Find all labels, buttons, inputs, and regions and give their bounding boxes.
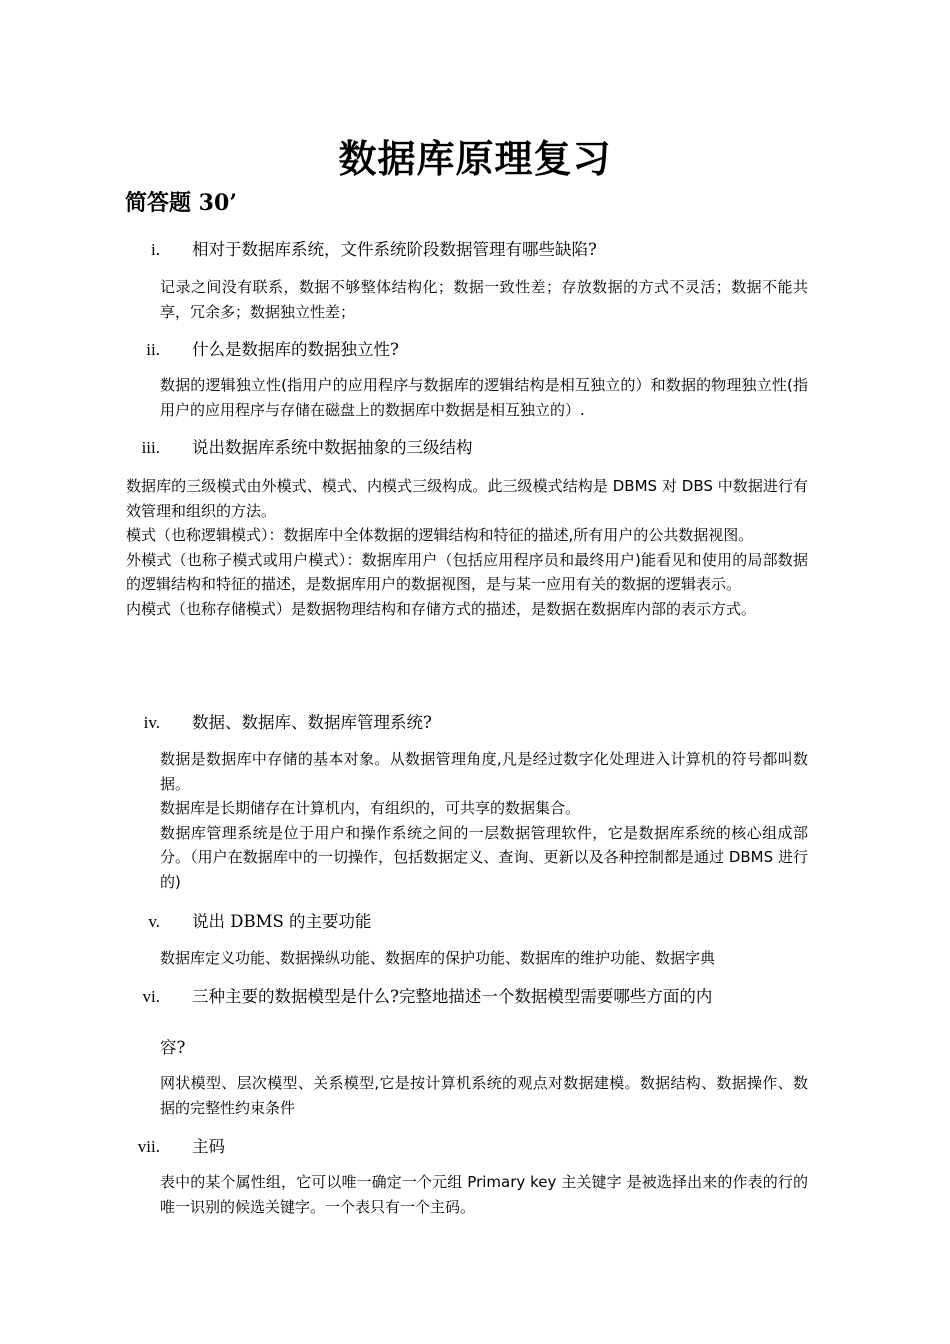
answer-paragraph: 数据库定义功能、数据操纵功能、数据库的保护功能、数据库的维护功能、数据字典: [160, 949, 716, 967]
question-text: 三种主要的数据模型是什么?完整地描述一个数据模型需要哪些方面的内: [192, 987, 713, 1006]
answer-paragraph: 数据是数据库中存储的基本对象。从数据管理角度,凡是经过数字化处理进入计算机的符号都叫数据。: [160, 750, 808, 793]
question-text: 数据、数据库、数据库管理系统?: [192, 713, 432, 732]
answer-paragraph: 数据库的三级模式由外模式、模式、内模式三级构成。此三级模式结构是 DBMS 对 DBS 中数据进行有效管理和组织的方法。: [126, 477, 808, 520]
question-number: vi.: [142, 987, 160, 1006]
question-number: ii.: [146, 340, 160, 359]
question-number: vii.: [137, 1137, 160, 1156]
question-number: i.: [151, 240, 160, 259]
answer-paragraph: 内模式（也称存储模式）是数据物理结构和存储方式的描述，是数据在数据库内部的表示方式。: [126, 599, 757, 618]
answer-paragraph: 数据库管理系统是位于用户和操作系统之间的一层数据管理软件，它是数据库系统的核心组成部分。（用户在数据库中的一切操作，包括数据定义、查询、更新以及各种控制都是通过 DBMS 进行的): [160, 823, 808, 891]
question-text: 说出 DBMS 的主要功能: [192, 912, 372, 931]
section-heading: 简答题 30’: [125, 190, 237, 216]
answer-7: [160, 1170, 808, 1219]
answer-4: [160, 747, 808, 894]
question-number: iii.: [141, 438, 160, 457]
question-text: 什么是数据库的数据独立性?: [192, 340, 399, 359]
question-text: 主码: [192, 1137, 225, 1156]
question-number: iv.: [143, 713, 160, 732]
answer-paragraph: 模式（也称逻辑模式）：数据库中全体数据的逻辑结构和特征的描述,所有用户的公共数据视图。: [126, 526, 754, 544]
answer-1: [160, 275, 808, 324]
question-text: 说出数据库系统中数据抽象的三级结构: [192, 438, 473, 457]
question-text: 容?: [160, 1038, 186, 1057]
answer-2: [160, 373, 808, 422]
answer-paragraph: 数据的逻辑独立性(指用户的应用程序与数据库的逻辑结构是相互独立的）和数据的物理独立性(指用户的应用程序与存储在磁盘上的数据库中数据是相互独立的）.: [160, 376, 808, 419]
document-title: 数据库原理复习: [338, 137, 612, 181]
answer-paragraph: 网状模型、层次模型、关系模型,它是按计算机系统的观点对数据建模。数据结构、数据操作、数据的完整性约束条件: [160, 1074, 808, 1117]
question-number: v.: [148, 912, 160, 931]
answer-3: [126, 474, 808, 621]
answer-6: [160, 1071, 808, 1120]
answer-paragraph: 外模式（也称子模式或用户模式）：数据库用户（包括应用程序员和最终用户)能看见和使用的局部数据的逻辑结构和特征的描述，是数据库用户的数据视图，是与某一应用有关的数据的逻辑表示。: [126, 550, 808, 593]
answer-paragraph: 表中的某个属性组，它可以唯一确定一个元组 Primary key 主关键字 是被选择出来的作表的行的唯一识别的候选关键字。一个表只有一个主码。: [160, 1173, 808, 1216]
answer-paragraph: 记录之间没有联系，数据不够整体结构化；数据一致性差；存放数据的方式不灵活；数据不能共享，冗余多；数据独立性差；: [160, 278, 808, 321]
answer-paragraph: 数据库是长期储存在计算机内，有组织的，可共享的数据集合。: [160, 799, 581, 817]
answer-5: [160, 946, 808, 971]
question-text: 相对于数据库系统，文件系统阶段数据管理有哪些缺陷?: [192, 240, 597, 259]
